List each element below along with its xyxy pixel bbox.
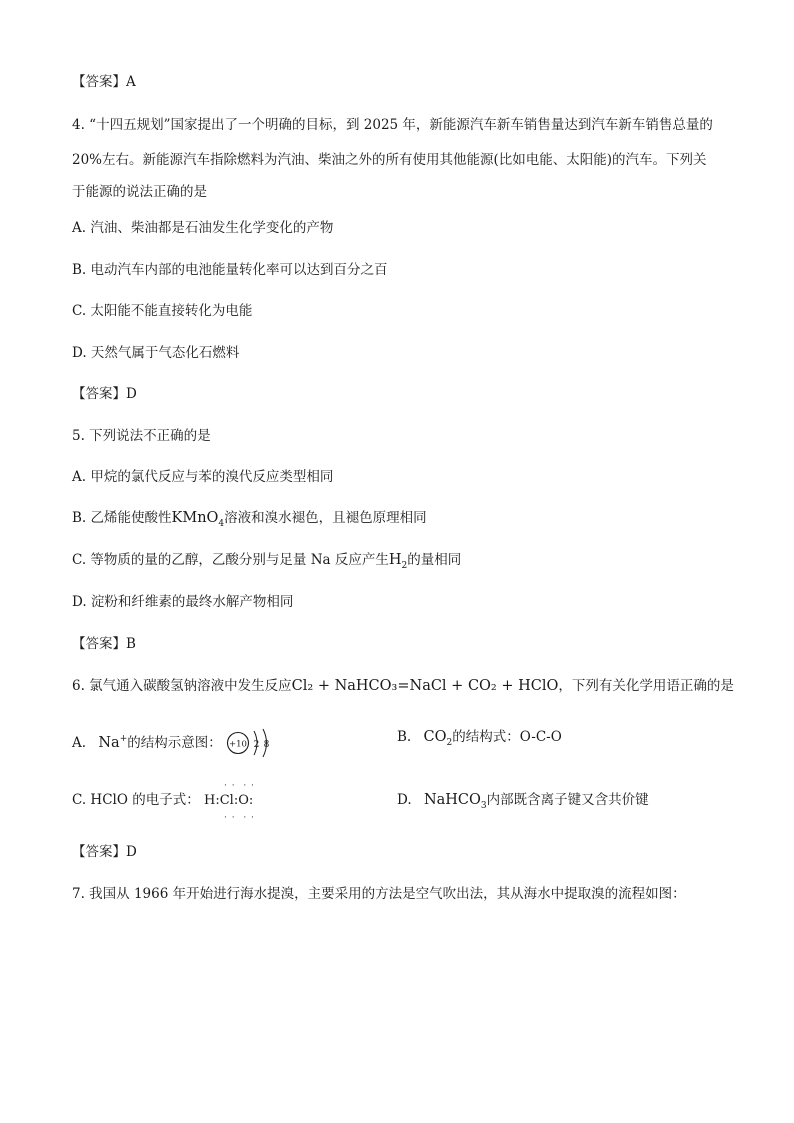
co2-formula <box>423 729 453 748</box>
answer-value: B <box>126 636 136 652</box>
q5-option-b <box>72 508 427 534</box>
atom-shell-2: 8 <box>263 740 270 751</box>
formula-text: H <box>388 552 402 568</box>
option-letter: A. <box>72 734 87 751</box>
atom-nucleus: +10 <box>229 739 248 750</box>
q4-option-b: B. 电动汽车内部的电池能量转化率可以达到百分之百 <box>72 262 388 278</box>
answer-line-3 <box>72 72 136 92</box>
q5-option-b-text: B. 乙烯能使酸性 <box>72 510 172 526</box>
formula-text: NaHCO <box>423 792 481 808</box>
lewis-dots-bottom: · · · · <box>224 812 255 823</box>
electron-formula <box>204 780 255 823</box>
h2-formula <box>388 552 408 571</box>
q5-option-c <box>72 550 461 576</box>
ion-charge: + <box>119 734 128 744</box>
q6-option-d-text: 内部既含离子键又含共价键 <box>486 792 649 808</box>
q5-option-c-text: C. 等物质的量的乙醇，乙酸分别与足量 Na 反应产生 <box>72 552 389 568</box>
formula-subscript: 2 <box>401 560 408 571</box>
reaction-equation: Cl₂ + NaHCO₃=NaCl + CO₂ + HClO <box>291 678 559 694</box>
answer-bracket: 【答案】 <box>72 386 126 402</box>
atom-shell-1: 2 <box>253 740 260 751</box>
atom-shell-icon <box>226 728 288 758</box>
answer-bracket: 【答案】 <box>72 74 126 90</box>
q6-option-c <box>72 780 255 823</box>
answer-bracket: 【答案】 <box>72 844 126 860</box>
q4-stem-line-3: 于能源的说法正确的是 <box>72 184 207 200</box>
formula-subscript: 3 <box>480 800 487 811</box>
q6-stem <box>72 676 734 696</box>
q6-option-d <box>397 790 649 816</box>
answer-value: D <box>126 844 137 860</box>
formula-subscript: 4 <box>218 518 225 529</box>
na-ion <box>98 735 127 751</box>
q4-stem-line-2: 20%左右。新能源汽车指除燃料为汽油、柴油之外的所有使用其他能源(比如电能、太阳能)的汽车。下列关 <box>72 152 707 168</box>
answer-line-4 <box>72 384 137 404</box>
answer-line-6 <box>72 842 137 862</box>
q5-option-a: A. 甲烷的氯代反应与苯的溴代反应类型相同 <box>72 469 334 485</box>
q5-stem: 5. 下列说法不正确的是 <box>72 428 211 444</box>
option-letter: B. <box>397 729 412 745</box>
lewis-dots-top: · · · · <box>224 780 255 791</box>
q6-option-a-text: 的结构示意图： <box>127 734 222 751</box>
kmno4-formula <box>171 510 225 529</box>
q4-stem-line-1: 4. “十四五规划”国家提出了一个明确的目标，到 2025 年，新能源汽车新车销售量达到汽车新车销售总量的 <box>72 117 713 133</box>
formula-text: CO <box>423 729 447 745</box>
answer-bracket: 【答案】 <box>72 636 126 652</box>
q5-option-c-tail: 的量相同 <box>407 552 462 568</box>
q4-option-d: D. 天然气属于气态化石燃料 <box>72 345 240 361</box>
formula-subscript: 2 <box>446 737 453 748</box>
q6-option-b <box>397 727 562 753</box>
q5-option-b-tail: 溶液和溴水褪色，且褪色原理相同 <box>224 510 427 526</box>
answer-value: D <box>126 386 137 402</box>
q4-option-a: A. 汽油、柴油都是石油发生化学变化的产物 <box>72 220 334 236</box>
lewis-text: H:Cl:O: <box>204 792 254 808</box>
formula-text: KMnO <box>171 510 219 526</box>
nahco3-formula <box>423 792 487 811</box>
q6-option-a <box>72 724 288 758</box>
q6-stem-tail: ，下列有关化学用语正确的是 <box>558 678 734 694</box>
q5-option-d: D. 淀粉和纤维素的最终水解产物相同 <box>72 594 294 610</box>
q4-option-c: C. 太阳能不能直接转化为电能 <box>72 303 253 319</box>
q7-stem: 7. 我国从 1966 年开始进行海水提溴，主要采用的方法是空气吹出法，其从海水中提取溴的流程如图： <box>72 886 686 902</box>
q6-option-b-text: 的结构式：O-C-O <box>452 729 562 745</box>
q6-stem-text: 6. 氯气通入碳酸氢钠溶液中发生反应 <box>72 678 292 694</box>
option-letter: D. <box>397 792 412 808</box>
answer-line-5 <box>72 634 136 654</box>
q6-option-c-text: C. HClO 的电子式： <box>72 792 200 808</box>
ion-text: Na <box>98 734 120 751</box>
atom-structure-diagram <box>226 728 288 758</box>
answer-value: A <box>126 74 136 90</box>
